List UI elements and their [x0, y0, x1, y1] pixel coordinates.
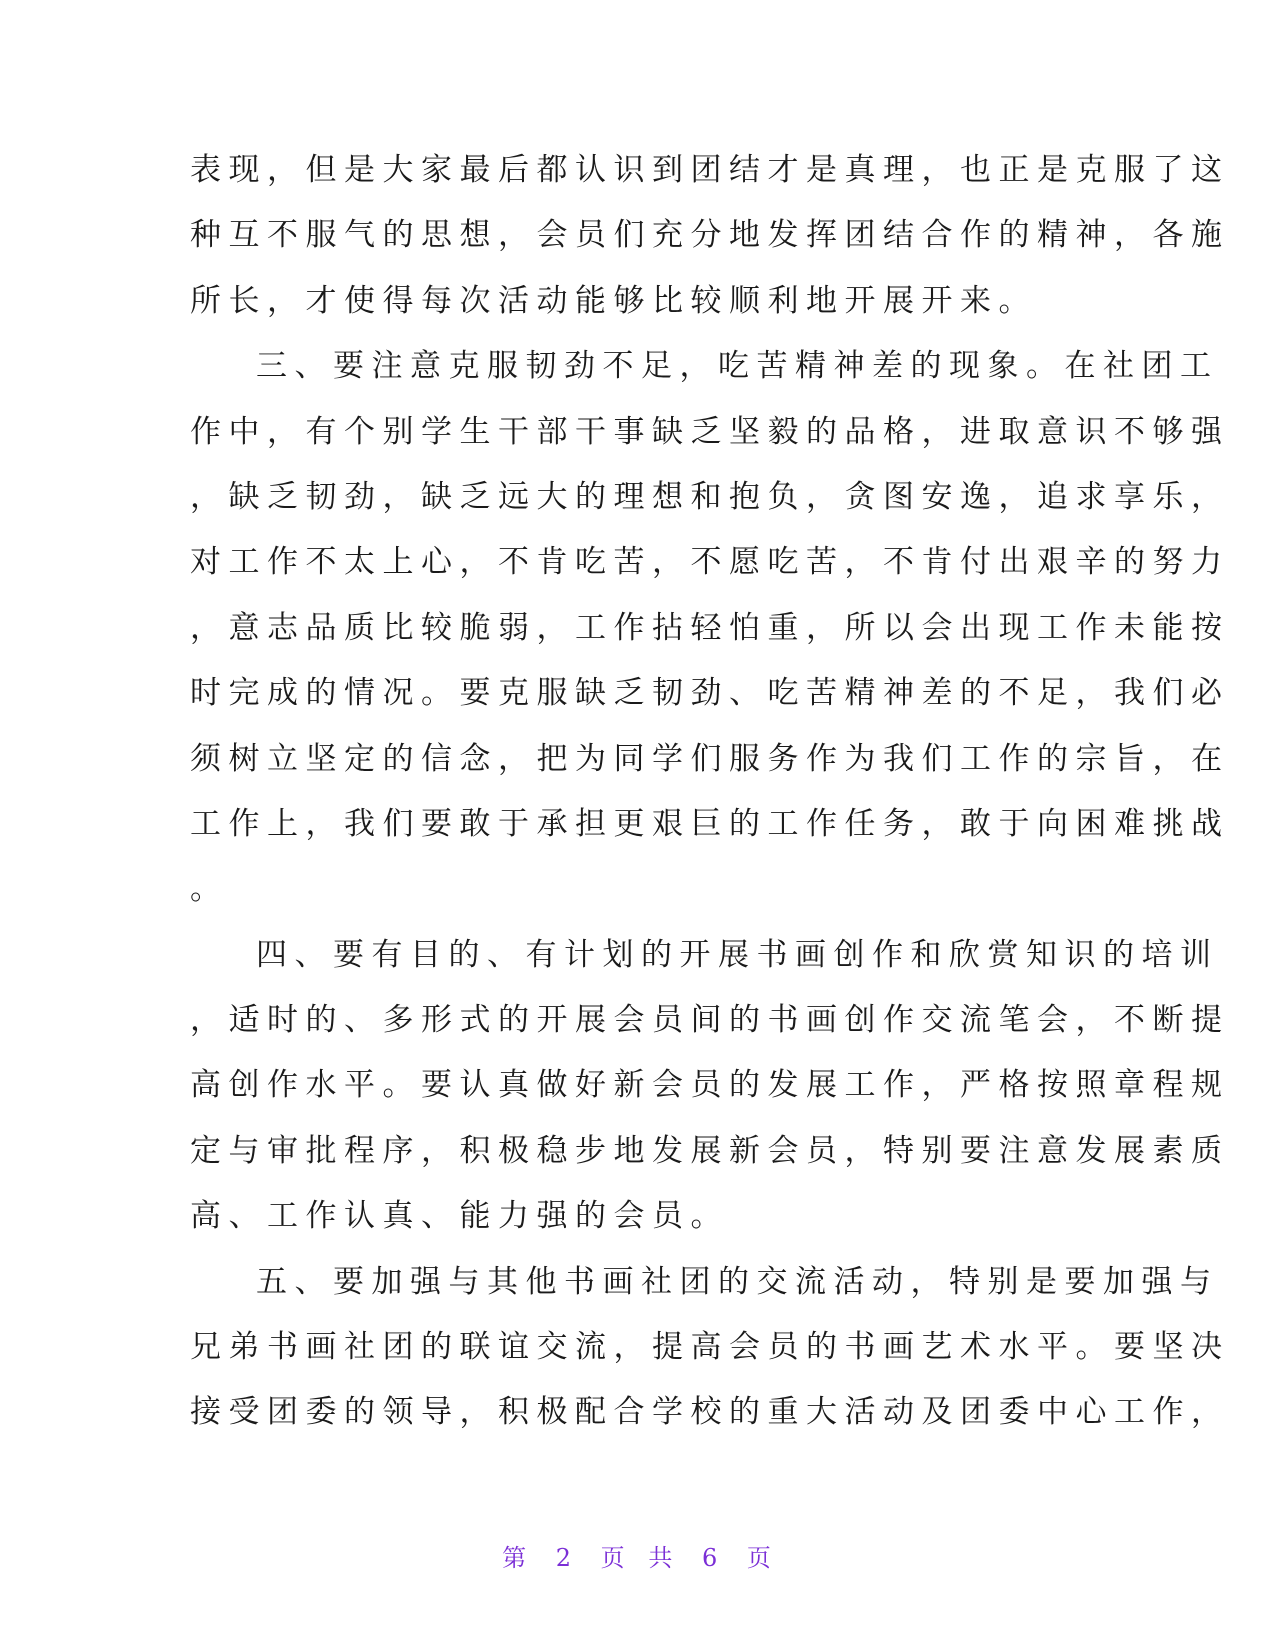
page-number-footer	[0, 1538, 1275, 1573]
text-line: 工作上，我们要敢于承担更艰巨的工作任务，敢于向困难挑战	[190, 805, 1230, 842]
text-line: ，意志品质比较脆弱，工作拈轻怕重，所以会出现工作未能按	[190, 609, 1230, 646]
footer-total-word: 共	[648, 1544, 675, 1572]
current-page-number: 2	[555, 1544, 574, 1572]
text-line: 接受团委的领导，积极配合学校的重大活动及团委中心工作，	[190, 1394, 1230, 1431]
text-line: 须树立坚定的信念，把为同学们服务作为我们工作的宗旨，在	[190, 740, 1230, 777]
paragraph-start-line: 五、要加强与其他书画社团的交流活动，特别是要加强与	[256, 1263, 1219, 1300]
text-line: 。	[190, 871, 229, 908]
text-line: 作中，有个别学生干部干事缺乏坚毅的品格，进取意识不够强	[190, 413, 1230, 450]
paragraph-start-line: 四、要有目的、有计划的开展书画创作和欣赏知识的培训	[256, 936, 1219, 973]
text-line: 高创作水平。要认真做好新会员的发展工作，严格按照章程规	[190, 1067, 1230, 1104]
text-line: 高、工作认真、能力强的会员。	[190, 1198, 729, 1235]
text-line: ，适时的、多形式的开展会员间的书画创作交流笔会，不断提	[190, 1002, 1230, 1039]
text-line: 时完成的情况。要克服缺乏韧劲、吃苦精神差的不足，我们必	[190, 675, 1230, 712]
document-body	[190, 138, 1230, 1446]
footer-prefix: 第	[502, 1544, 529, 1572]
total-pages-number: 6	[701, 1544, 720, 1572]
text-line: 种互不服气的思想，会员们充分地发挥团结合作的精神，各施	[190, 217, 1230, 254]
text-line: 兄弟书画社团的联谊交流，提高会员的书画艺术水平。要坚决	[190, 1329, 1230, 1366]
text-line: 定与审批程序，积极稳步地发展新会员，特别要注意发展素质	[190, 1132, 1230, 1169]
footer-suffix: 页	[746, 1544, 773, 1572]
text-line: 所长，才使得每次活动能够比较顺利地开展开来。	[190, 282, 1037, 319]
text-line: ，缺乏韧劲，缺乏远大的理想和抱负，贪图安逸，追求享乐，	[190, 478, 1230, 515]
footer-page-word: 页	[600, 1544, 627, 1572]
text-line: 表现，但是大家最后都认识到团结才是真理，也正是克服了这	[190, 152, 1230, 188]
text-line: 对工作不太上心，不肯吃苦，不愿吃苦，不肯付出艰辛的努力	[190, 544, 1230, 581]
paragraph-start-line: 三、要注意克服韧劲不足，吃苦精神差的现象。在社团工	[256, 348, 1219, 385]
